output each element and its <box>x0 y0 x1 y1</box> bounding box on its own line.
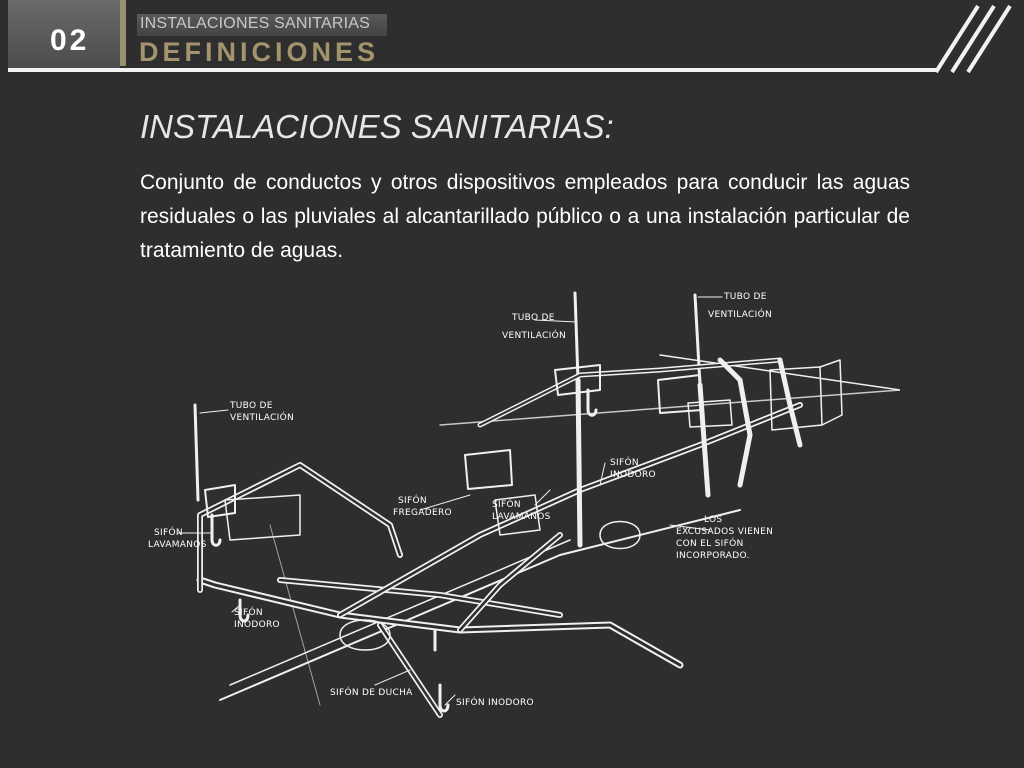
header-divider-bar <box>120 0 126 66</box>
label-sifon-fregadero-1: SIFÓN <box>398 496 427 506</box>
label-sifon-fregadero-2: FREGADERO <box>393 508 452 518</box>
label-sifon-inodoro-c-1: SIFÓN <box>610 458 639 468</box>
label-excusados-1: LOS <box>704 515 723 525</box>
content-title: INSTALACIONES SANITARIAS: <box>140 108 614 145</box>
label-sifon-inodoro-l-1: SIFÓN <box>234 608 263 618</box>
label-sifon-lavamanos-2: LAVAMANOS <box>148 540 207 550</box>
label-sifon-lavamanos-1: SIFÓN <box>154 528 183 538</box>
content-body: Conjunto de conductos y otros dispositivos empleados para conducir las aguas residuales o las pluviales al alcantarillado público o a una instalación particular de tratamiento de aguas. <box>140 171 910 262</box>
label-sifon-lavamanos-c-2: LAVAMANOS <box>492 512 551 522</box>
label-vent-center-1: TUBO DE <box>512 313 555 323</box>
label-sifon-inodoro-l-2: INODORO <box>234 620 280 630</box>
label-vent-center-2: VENTILACIÓN <box>502 331 567 341</box>
label-vent-left-2: VENTILACIÓN <box>230 413 295 423</box>
label-sifon-ducha: SIFÓN DE DUCHA <box>330 688 413 698</box>
slash-decoration <box>930 0 1024 76</box>
label-excusados-4: INCORPORADO. <box>676 551 750 561</box>
label-excusados-3: CON EL SIFÓN <box>676 539 744 549</box>
label-excusados-2: EXCUSADOS VIENEN <box>676 527 774 537</box>
label-sifon-lavamanos-c-1: SIFÓN <box>492 500 521 510</box>
header-kicker: INSTALACIONES SANITARIAS <box>140 15 371 32</box>
drawing-labels <box>148 292 773 708</box>
section-number: 02 <box>50 24 90 57</box>
label-vent-left-1: TUBO DE <box>230 401 273 411</box>
label-vent-right-2: VENTILACIÓN <box>708 310 773 320</box>
label-sifon-inodoro-c-2: INODORO <box>610 470 656 480</box>
header-rule <box>8 68 938 72</box>
label-vent-right-1: TUBO DE <box>724 292 767 302</box>
plumbing-isometric-drawing <box>140 285 900 725</box>
section-title: DEFINICIONES <box>139 37 380 67</box>
label-sifon-inodoro-b: SIFÓN INODORO <box>456 698 534 708</box>
